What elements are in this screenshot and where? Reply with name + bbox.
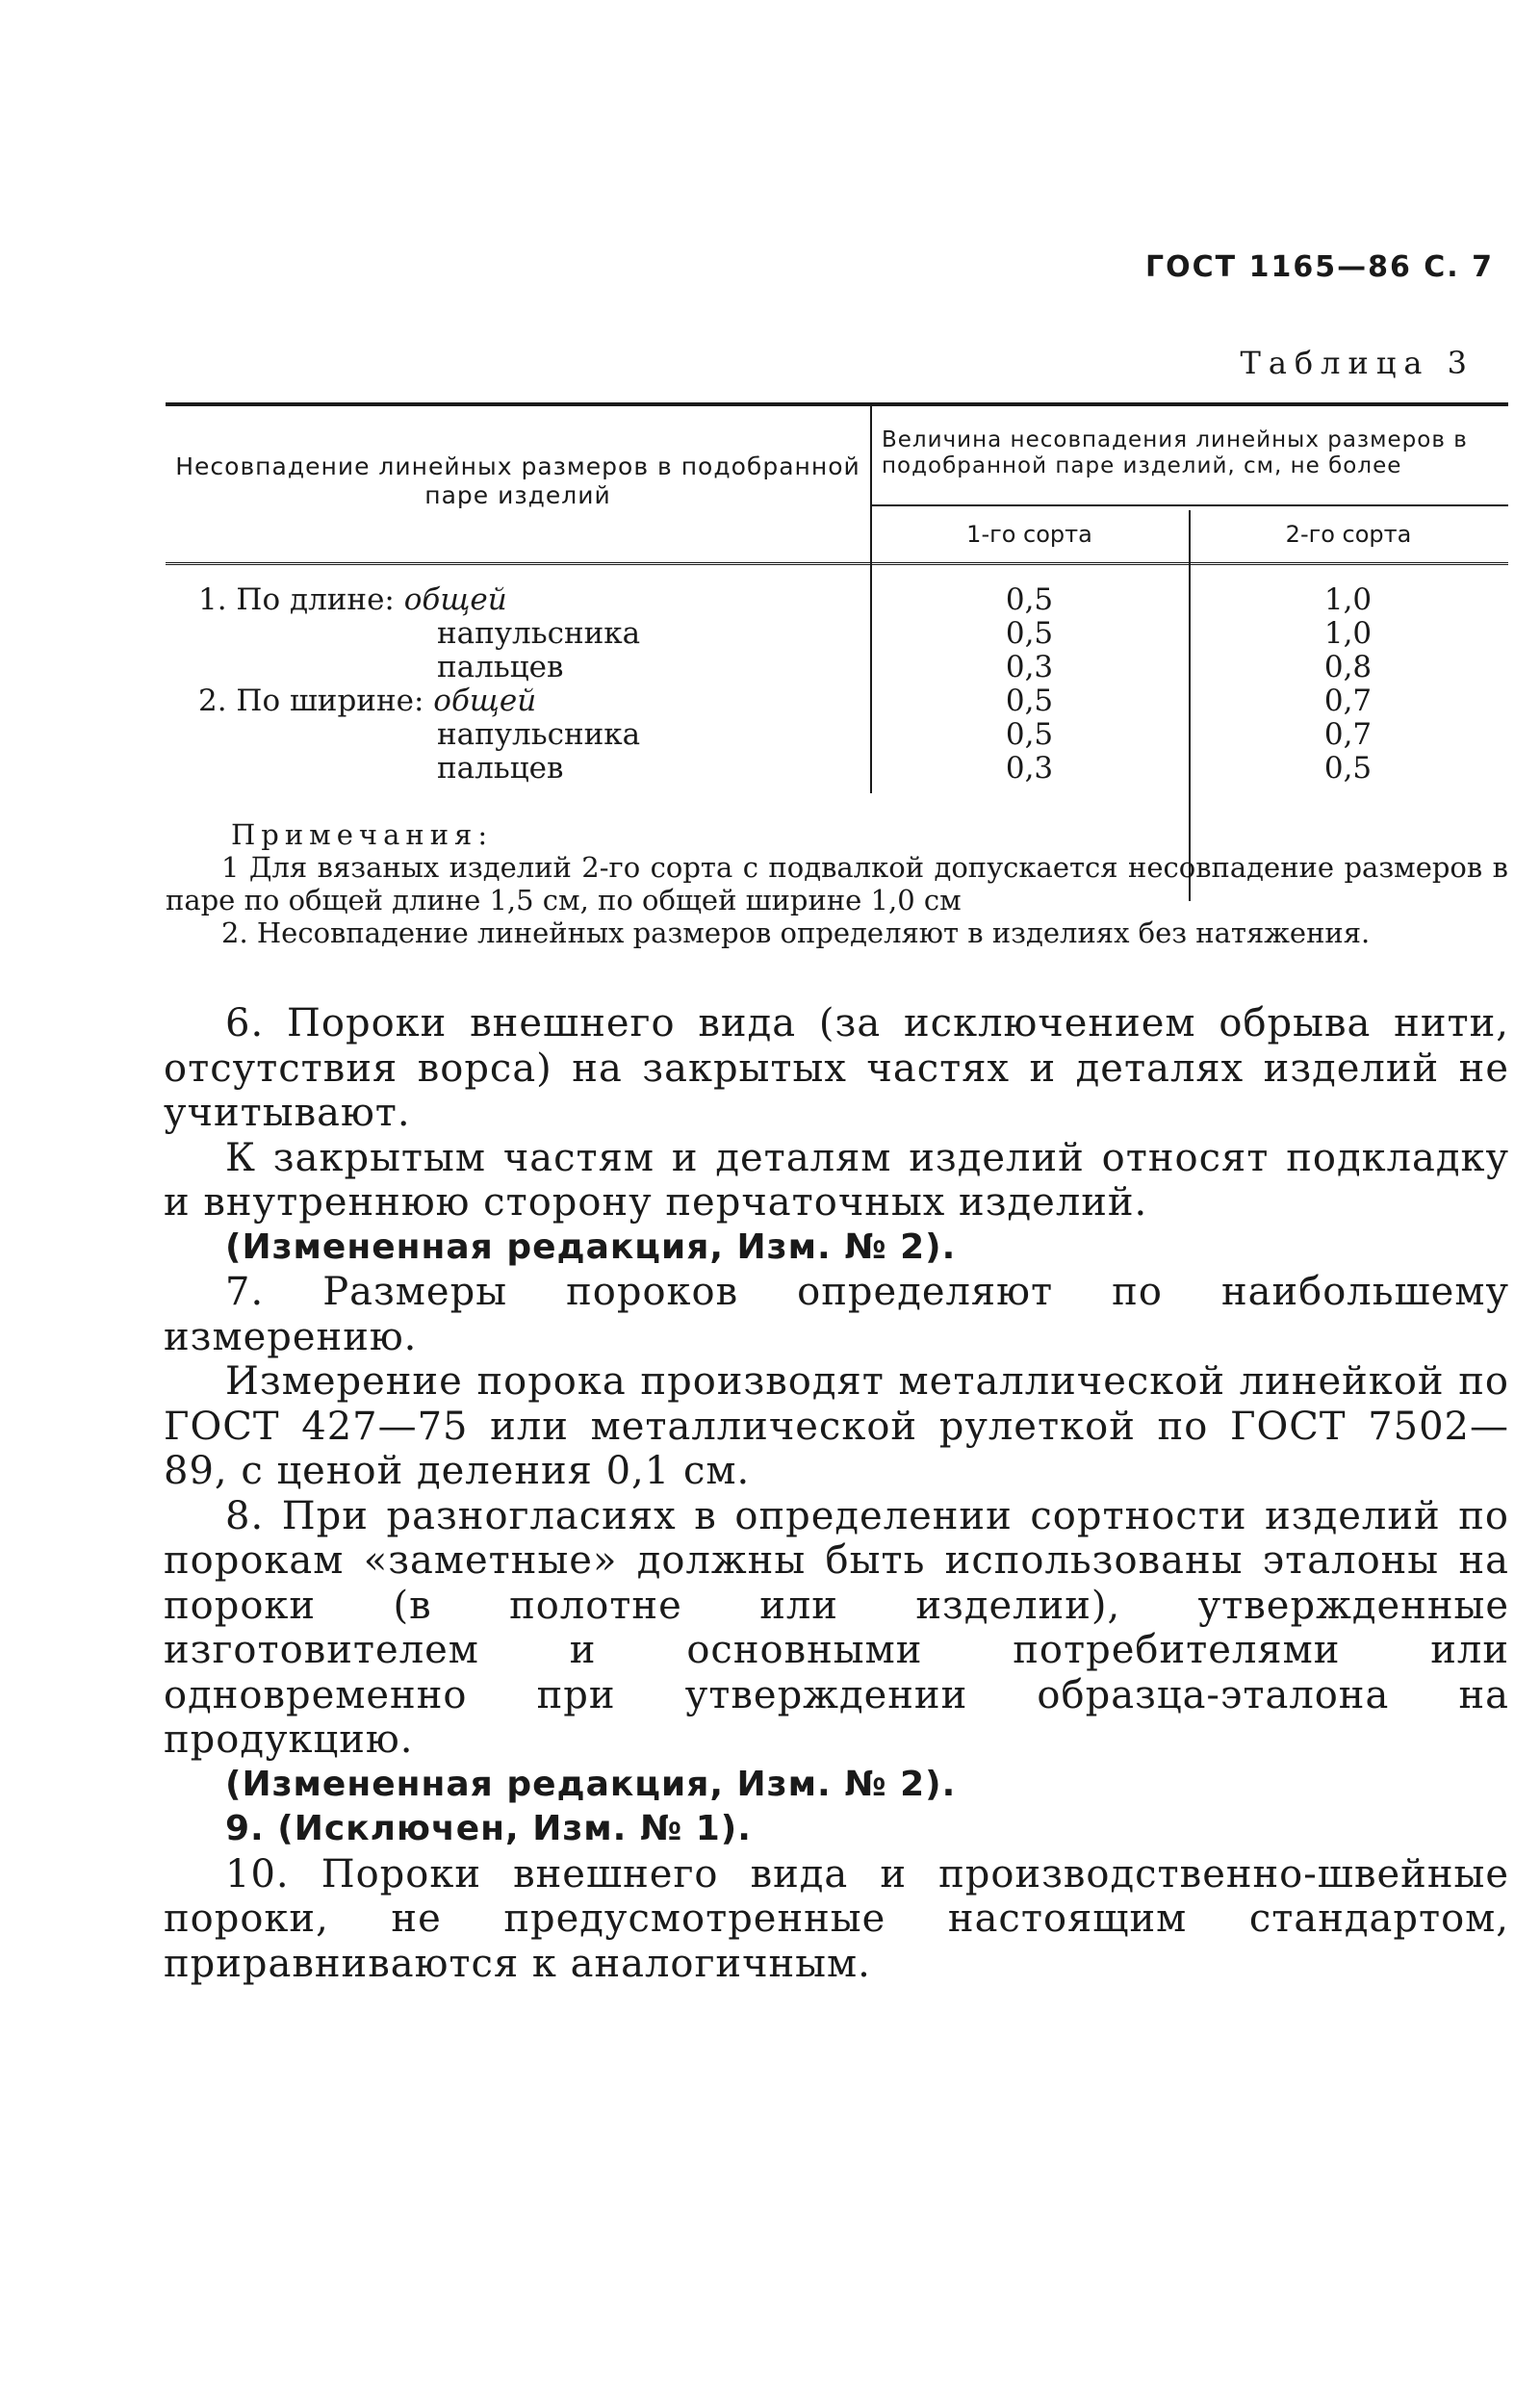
grade-2-value: 0,8 bbox=[1323, 650, 1373, 684]
grade-1-value: 0,3 bbox=[1005, 650, 1054, 684]
table-row bbox=[166, 684, 1508, 718]
table-head-rule bbox=[166, 562, 1508, 565]
paragraph-9: 9. (Исключен, Изм. № 1). bbox=[225, 1809, 752, 1848]
table-label: Таблица 3 bbox=[1240, 345, 1475, 381]
table-row bbox=[166, 752, 1508, 786]
grade-2-value: 0,7 bbox=[1323, 717, 1373, 752]
grade-1-value: 0,5 bbox=[1005, 684, 1054, 718]
row-label: напульсника bbox=[437, 616, 641, 651]
row-label: 2. По ширине: общей bbox=[198, 684, 537, 718]
table-subhead-rule bbox=[870, 504, 1508, 506]
paragraph-6: 6. Пороки внешнего вида (за исключением обрыва нити, отсутствия ворса) на закрытых частях и деталях изделий не учитывают. bbox=[164, 1001, 1509, 1135]
grade-1-value: 0,5 bbox=[1005, 582, 1054, 617]
grade-1-value: 0,5 bbox=[1005, 616, 1054, 651]
main-text bbox=[164, 1001, 1509, 1986]
table-body bbox=[166, 583, 1508, 786]
grade-2-value: 1,0 bbox=[1323, 616, 1373, 651]
paragraph-10: 10. Пороки внешнего вида и производственно-швейные пороки, не предусмотренные настоящим стандартом, приравниваются к аналогичным. bbox=[164, 1851, 1509, 1986]
amendment-note: (Измененная редакция, Изм. № 2). bbox=[225, 1226, 957, 1267]
amendment-note: (Измененная редакция, Изм. № 2). bbox=[225, 1764, 957, 1804]
row-label: 1. По длине: общей bbox=[198, 582, 507, 617]
paragraph-7: 7. Размеры пороков определяют по наибольшему измерению. bbox=[164, 1270, 1509, 1359]
notes-title: Примечания: bbox=[231, 818, 494, 851]
paragraph-8: 8. При разногласиях в определении сортности изделий по порокам «заметные» должны быть использованы эталоны на пороки (в полотне или изделии), утвержденные изготовителем и основными потребителями или одновременно при утверждении образца-эталона на продукцию. bbox=[164, 1493, 1509, 1762]
grade-2-value: 0,7 bbox=[1323, 684, 1373, 718]
grade-2-value: 0,5 bbox=[1323, 751, 1373, 786]
grade-2-value: 1,0 bbox=[1323, 582, 1373, 617]
grade-1-value: 0,3 bbox=[1005, 751, 1054, 786]
row-label: пальцев bbox=[437, 650, 564, 684]
note-item: 1 Для вязаных изделий 2-го сорта с подвалкой допускается несовпадение размеров в паре по общей длине 1,5 см, по общей ширине 1,0 см bbox=[166, 851, 1508, 916]
row-label: пальцев bbox=[437, 751, 564, 786]
table-header-mismatch: Несовпадение линейных размеров в подобранной паре изделий bbox=[175, 452, 860, 509]
paragraph-7-continued: Измерение порока производят металлической линейкой по ГОСТ 427—75 или металлической рулеткой по ГОСТ 7502—89, с ценой деления 0,1 см. bbox=[164, 1359, 1509, 1493]
running-header: ГОСТ 1165—86 С. 7 bbox=[1145, 250, 1494, 284]
table-header-grade-2: 2-го сорта bbox=[1285, 521, 1412, 548]
paragraph-6-continued: К закрытым частям и деталям изделий относят подкладку и внутреннюю сторону перчаточных изделий. bbox=[164, 1135, 1509, 1225]
table-row bbox=[166, 583, 1508, 617]
table-row bbox=[166, 617, 1508, 651]
table-row bbox=[166, 651, 1508, 684]
row-label: напульсника bbox=[437, 717, 641, 752]
note-item: 2. Несовпадение линейных размеров определяют в изделиях без натяжения. bbox=[221, 916, 1371, 949]
table-header-value: Величина несовпадения линейных размеров в подобранной паре изделий, см, не более bbox=[882, 427, 1468, 478]
table-row bbox=[166, 718, 1508, 752]
table-notes bbox=[166, 818, 1508, 949]
table-top-rule bbox=[166, 402, 1508, 406]
table-header-grade-1: 1-го сорта bbox=[966, 521, 1092, 548]
grade-1-value: 0,5 bbox=[1005, 717, 1054, 752]
